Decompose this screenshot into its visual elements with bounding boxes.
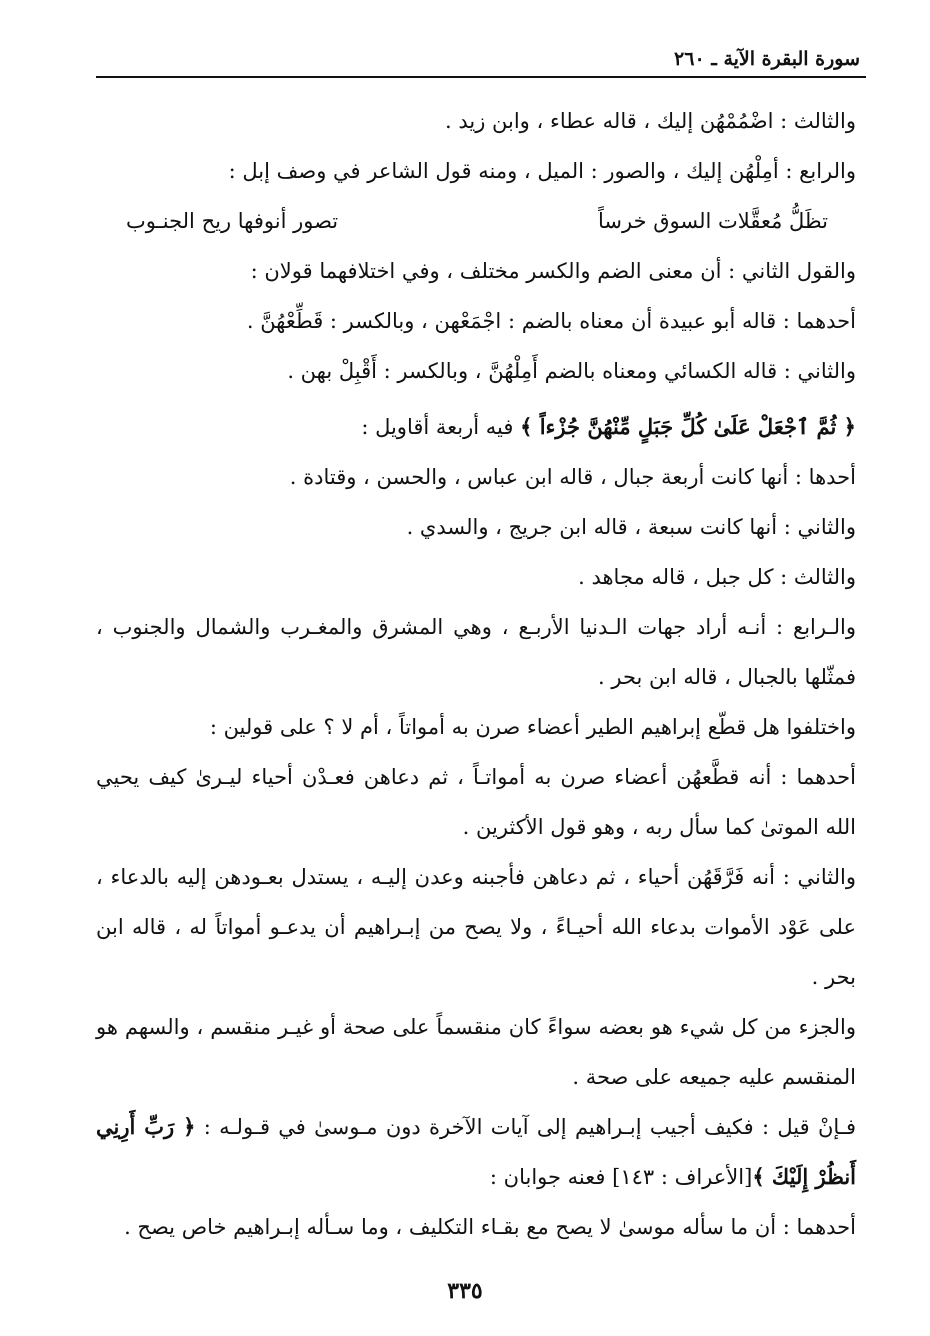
paragraph: والثاني : قاله الكسائي ومعناه بالضم أَمِلْهُنَّ ، وبالكسر : أَقْبِلْ بهن .: [287, 359, 856, 383]
page-body: [96, 96, 856, 1252]
paragraph: والرابع : أمِلْهُن إليك ، والصور : الميل ، ومنه قول الشاعر في وصف إبل :: [228, 159, 856, 183]
paragraph: والقول الثاني : أن معنى الضم والكسر مختلف ، وفي اختلافهما قولان :: [250, 259, 856, 283]
page-number: ٣٣٥: [447, 1278, 483, 1304]
paragraph: أحدهما : قاله أبو عبيدة أن معناه بالضم : اجْمَعْهن ، وبالكسر : قَطِّعْهُنَّ .: [246, 309, 856, 333]
paragraph: واختلفوا هل قطّع إبراهيم الطير أعضاء صرن به أمواتاً ، أم لا ؟ على قولين :: [209, 715, 856, 739]
quran-verse: ﴿ رَبِّ أَرِنِي أَنظُرْ إِلَيْكَ ﴾: [96, 1114, 856, 1189]
paragraph: أحدهما : أنه قطَّعهُن أعضاء صرن به أمواتـاً ، ثم دعاهن فعـدْن أحياء ليـرىٰ كيف يحيي الله الموتىٰ كما سأل ربه ، وهو قول الأكثرين .: [96, 765, 856, 839]
question-reference: [الأعراف : ١٤٣] فعنه جوابان :: [489, 1165, 753, 1189]
paragraph: والثالث : كل جبل ، قاله مجاهد .: [578, 565, 856, 589]
poetry-verse: [96, 196, 856, 246]
verse-comment: فيه أربعة أقاويل :: [361, 415, 521, 439]
poem-first-hemistich: تظَلُّ مُعقَّلات السوق خرساً: [598, 209, 828, 233]
paragraph: والثاني : أنه فَرَّقَهُن أحياء ، ثم دعاهن فأجبنه وعدن إليـه ، يستدل بعـودهن إليه بالدعاء ، على عَوْد الأموات بدعاء الله أحيـاءً ، ولا يصح من إبـراهيم أن يدعـو أمواتاً له ، قاله ابن بحر .: [96, 865, 856, 989]
header-title: سورة البقرة الآية ـ ٢٦٠: [674, 48, 860, 70]
question-text: فـإنْ قيل : فكيف أجيب إبـراهيم إلى آيات الآخرة دون مـوسىٰ في قـولـه :: [195, 1115, 856, 1139]
poem-second-hemistich: تصور أنوفها ريح الجنـوب: [126, 209, 339, 233]
paragraph: أحدهما : أن ما سأله موسىٰ لا يصح مع بقـاء التكليف ، وما سـأله إبـراهيم خاص يصح .: [124, 1215, 856, 1239]
paragraph: والثاني : أنها كانت سبعة ، قاله ابن جريج ، والسدي .: [406, 515, 856, 539]
quran-verse: ﴿ ثُمَّ ٱجْعَلْ عَلَىٰ كُلِّ جَبَلٍ مِّنْهُنَّ جُزْءاً ﴾: [520, 414, 856, 439]
paragraph: والـرابع : أنـه أراد جهات الـدنيا الأربـع ، وهي المشرق والمغـرب والشمال والجنوب ، فمثّلها بالجبال ، قاله ابن بحر .: [96, 615, 856, 689]
question-paragraph: [96, 1102, 856, 1202]
verse-paragraph: [96, 402, 856, 452]
paragraph: أحدها : أنها كانت أربعة جبال ، قاله ابن عباس ، والحسن ، وقتادة .: [289, 465, 856, 489]
running-header: [96, 42, 866, 78]
paragraph: والثالث : اضْمُمْهُن إليك ، قاله عطاء ، وابن زيد .: [444, 109, 856, 133]
paragraph: والجزء من كل شيء هو بعضه سواءً كان منقسماً على صحة أو غيـر منقسم ، والسهم هو المنقسم عليه جميعه على صحة .: [96, 1015, 856, 1089]
